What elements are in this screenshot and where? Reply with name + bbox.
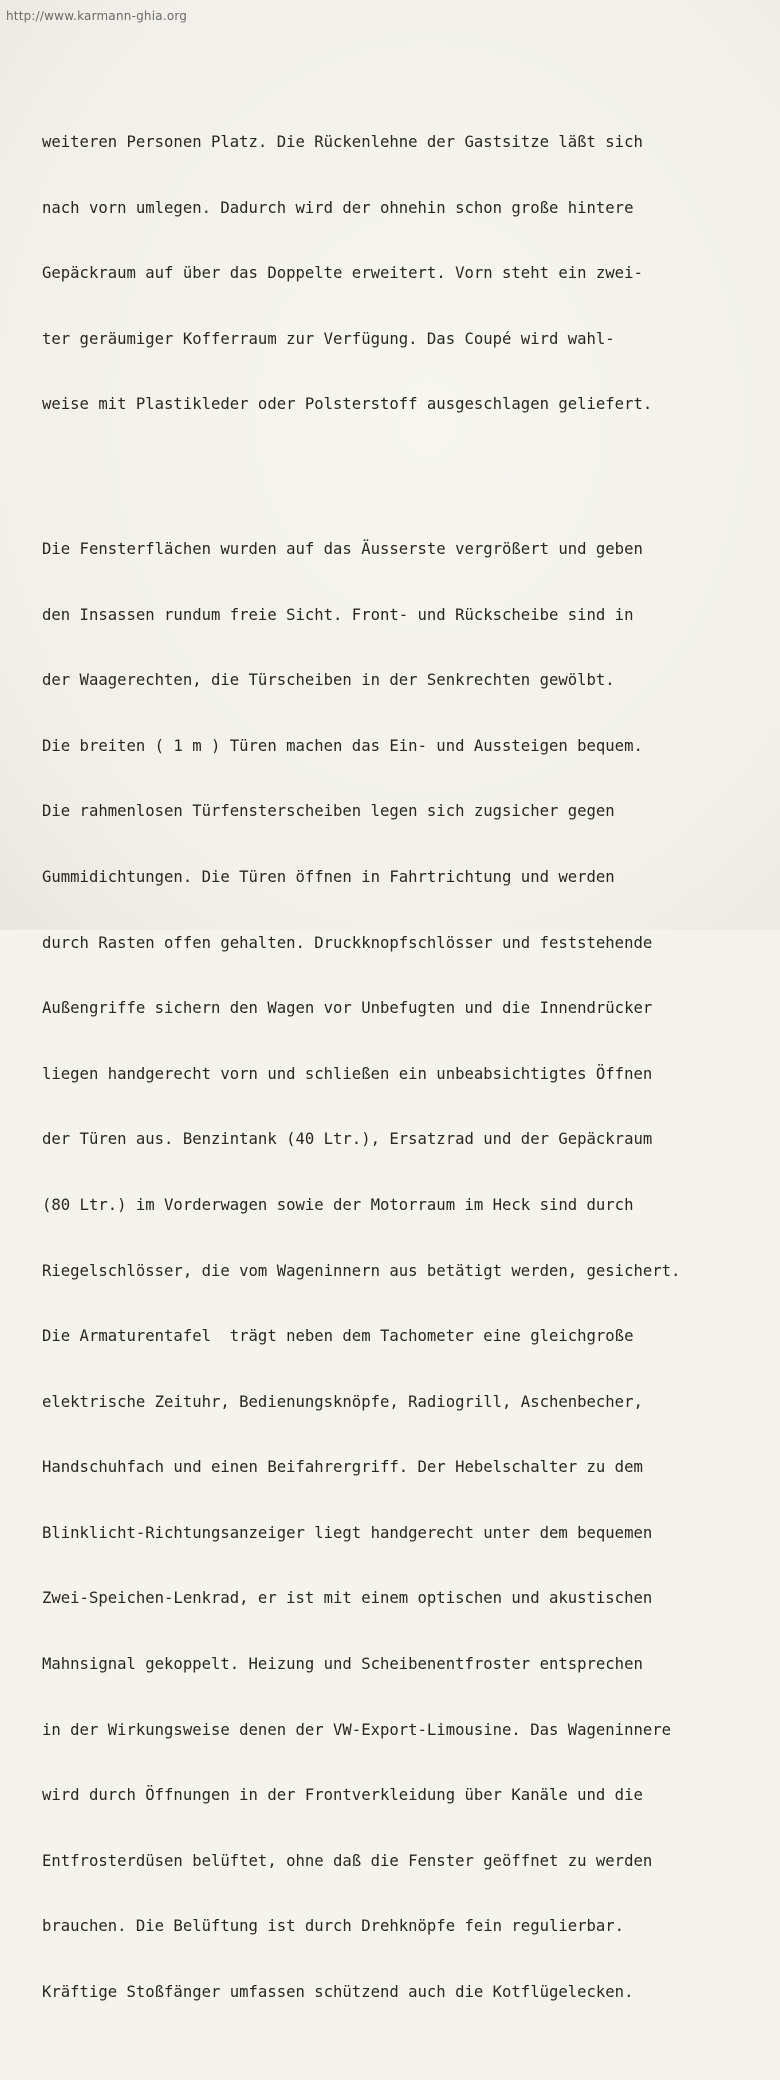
text-line: Die breiten ( 1 m ) Türen machen das Ein- und Aussteigen bequem. — [42, 736, 643, 755]
text-line: Zwei-Speichen-Lenkrad, er ist mit einem optischen und akustischen — [42, 1589, 653, 1608]
text-line: der Waagerechten, die Türscheiben in der Senkrechten gewölbt. — [42, 671, 615, 690]
text-line: in der Wirkungsweise denen der VW-Export-Limousine. Das Wageninnere — [42, 1720, 672, 1739]
text-line: wird durch Öffnungen in der Frontverkleidung über Kanäle und die — [42, 1786, 643, 1805]
text-line: Entfrosterdüsen belüftet, ohne daß die Fenster geöffnet zu werden — [42, 1851, 653, 1870]
text-line: Die Fensterflächen wurden auf das Äusserste vergrößert und geben — [42, 539, 643, 558]
text-line: nach vorn umlegen. Dadurch wird der ohnehin schon große hintere — [42, 198, 634, 217]
text-line: Die Armaturentafel trägt neben dem Tachometer eine gleichgroße — [42, 1327, 634, 1346]
text-line: weiteren Personen Platz. Die Rückenlehne der Gastsitze läßt sich — [42, 133, 643, 151]
text-line: ter geräumiger Kofferraum zur Verfügung. Das Coupé wird wahl- — [42, 329, 615, 348]
text-line: Blinklicht-Richtungsanzeiger liegt handgerecht unter dem bequemen — [42, 1523, 653, 1542]
text-line: durch Rasten offen gehalten. Druckknopfschlösser und feststehende — [42, 933, 653, 952]
text-line: weise mit Plastikleder oder Polsterstoff ausgeschlagen geliefert. — [42, 395, 653, 414]
text-line: (80 Ltr.) im Vorderwagen sowie der Motorraum im Heck sind durch — [42, 1195, 634, 1214]
text-line: Handschuhfach und einen Beifahrergriff. Der Hebelschalter zu dem — [42, 1458, 643, 1477]
text-line: Die rahmenlosen Türfensterscheiben legen sich zugsicher gegen — [42, 802, 615, 821]
text-line: Mahnsignal gekoppelt. Heizung und Scheibenentfroster entsprechen — [42, 1655, 643, 1674]
text-line: der Türen aus. Benzintank (40 Ltr.), Ersatzrad und der Gepäckraum — [42, 1130, 653, 1149]
text-line: den Insassen rundum freie Sicht. Front- und Rückscheibe sind in — [42, 605, 634, 624]
text-line: Gummidichtungen. Die Türen öffnen in Fahrtrichtung und werden — [42, 867, 615, 886]
text-line: elektrische Zeituhr, Bedienungsknöpfe, Radiogrill, Aschenbecher, — [42, 1392, 643, 1411]
paragraph-1 — [42, 92, 680, 456]
text-line: liegen handgerecht vorn und schließen ein unbeabsichtigtes Öffnen — [42, 1064, 653, 1083]
document-body — [42, 56, 680, 2080]
text-line: Außengriffe sichern den Wagen vor Unbefugten und die Innendrücker — [42, 999, 653, 1018]
watermark-url: http://www.karmann-ghia.org — [6, 9, 188, 23]
text-line: Riegelschlösser, die vom Wageninnern aus betätigt werden, gesichert. — [42, 1261, 681, 1280]
text-line: Gepäckraum auf über das Doppelte erweitert. Vorn steht ein zwei- — [42, 264, 643, 283]
text-line: brauchen. Die Belüftung ist durch Drehknöpfe fein regulierbar. — [42, 1917, 625, 1936]
text-line: Kräftige Stoßfänger umfassen schützend auch die Kotflügelecken. — [42, 1983, 634, 2002]
paragraph-2 — [42, 499, 680, 2044]
